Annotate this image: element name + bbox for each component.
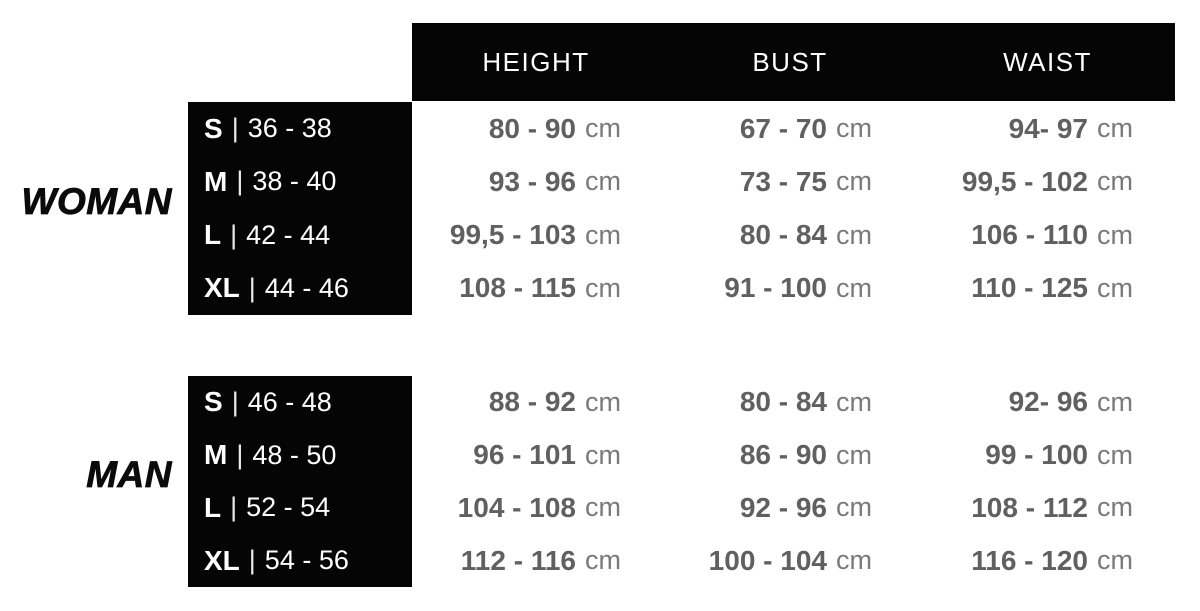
unit-label: cm (1097, 272, 1133, 303)
height-cell (412, 155, 660, 208)
height-value: 93 - 96 (488, 165, 576, 197)
size-eu-range: 38 - 40 (252, 166, 337, 197)
unit-label: cm (836, 272, 872, 303)
bust-value: 80 - 84 (739, 386, 827, 418)
size-cell (188, 209, 412, 262)
unit-label: cm (1097, 386, 1133, 417)
size-eu-range: 42 - 44 (246, 219, 331, 250)
man-section (0, 376, 1200, 587)
size-eu-range: 54 - 56 (264, 545, 349, 576)
unit-label: cm (836, 545, 872, 576)
size-letter: L (204, 219, 222, 251)
unit-label: cm (585, 219, 621, 250)
waist-cell (920, 155, 1175, 208)
height-cell (412, 262, 660, 315)
size-separator: | (248, 272, 256, 303)
waist-value: 99 - 100 (985, 439, 1088, 471)
size-cell (188, 376, 412, 429)
bust-cell (660, 482, 920, 535)
size-separator: | (230, 219, 238, 250)
waist-cell (920, 534, 1175, 587)
size-letter: XL (204, 272, 240, 304)
size-eu-range: 52 - 54 (246, 492, 331, 523)
bust-cell (660, 376, 920, 429)
size-cell (188, 102, 412, 155)
height-value: 80 - 90 (488, 112, 576, 144)
waist-value: 108 - 112 (971, 491, 1088, 523)
size-cell (188, 429, 412, 482)
size-letter: L (204, 491, 222, 523)
size-eu-range: 46 - 48 (247, 386, 332, 417)
height-cell (412, 534, 660, 587)
waist-cell (920, 262, 1175, 315)
size-cell (188, 482, 412, 535)
height-cell (412, 102, 660, 155)
waist-cell (920, 429, 1175, 482)
column-header-height: HEIGHT (482, 46, 590, 77)
unit-label: cm (585, 439, 621, 470)
size-separator: | (231, 386, 239, 417)
gender-label-woman: WOMAN (21, 180, 172, 222)
column-header-bust: BUST (752, 46, 828, 77)
table-header-bar (412, 23, 1175, 101)
unit-label: cm (585, 492, 621, 523)
height-cell (412, 376, 660, 429)
size-separator: | (230, 492, 238, 523)
woman-section (0, 102, 1200, 315)
size-cell (188, 155, 412, 208)
unit-label: cm (836, 166, 872, 197)
woman-size-box (188, 102, 412, 315)
size-eu-range: 36 - 38 (247, 113, 332, 144)
unit-label: cm (836, 113, 872, 144)
size-separator: | (236, 439, 244, 470)
bust-cell (660, 534, 920, 587)
unit-label: cm (1097, 219, 1133, 250)
unit-label: cm (585, 386, 621, 417)
bust-cell (660, 429, 920, 482)
size-letter: S (204, 112, 223, 144)
man-bust-column (660, 376, 920, 587)
bust-value: 91 - 100 (724, 272, 827, 304)
column-header-waist: WAIST (1003, 46, 1092, 77)
bust-cell (660, 262, 920, 315)
height-value: 104 - 108 (457, 491, 576, 523)
bust-value: 92 - 96 (739, 491, 827, 523)
bust-value: 100 - 104 (708, 544, 827, 576)
waist-value: 110 - 125 (971, 272, 1088, 304)
man-height-column (412, 376, 660, 587)
unit-label: cm (836, 386, 872, 417)
unit-label: cm (836, 439, 872, 470)
height-value: 112 - 116 (460, 544, 576, 576)
waist-value: 99,5 - 102 (961, 165, 1088, 197)
height-value: 108 - 115 (459, 272, 576, 304)
unit-label: cm (1097, 113, 1133, 144)
bust-cell (660, 102, 920, 155)
size-eu-range: 44 - 46 (264, 272, 349, 303)
waist-value: 116 - 120 (971, 544, 1088, 576)
size-separator: | (231, 113, 239, 144)
bust-value: 73 - 75 (739, 165, 827, 197)
height-cell (412, 209, 660, 262)
unit-label: cm (585, 113, 621, 144)
size-separator: | (236, 166, 244, 197)
size-separator: | (248, 545, 256, 576)
unit-label: cm (585, 166, 621, 197)
height-cell (412, 482, 660, 535)
bust-cell (660, 209, 920, 262)
gender-label-man: MAN (86, 453, 172, 495)
size-letter: M (204, 439, 228, 471)
size-letter: XL (204, 544, 240, 576)
size-letter: S (204, 386, 223, 418)
bust-cell (660, 155, 920, 208)
waist-cell (920, 209, 1175, 262)
bust-value: 67 - 70 (739, 112, 827, 144)
unit-label: cm (836, 492, 872, 523)
height-value: 99,5 - 103 (449, 219, 576, 251)
waist-cell (920, 102, 1175, 155)
size-cell (188, 262, 412, 315)
waist-value: 92- 96 (1008, 386, 1088, 418)
unit-label: cm (1097, 439, 1133, 470)
waist-cell (920, 376, 1175, 429)
unit-label: cm (1097, 166, 1133, 197)
woman-waist-column (920, 102, 1175, 315)
size-eu-range: 48 - 50 (252, 439, 337, 470)
man-size-box (188, 376, 412, 587)
bust-value: 86 - 90 (739, 439, 827, 471)
height-cell (412, 429, 660, 482)
size-letter: M (204, 165, 228, 197)
waist-value: 94- 97 (1008, 112, 1088, 144)
unit-label: cm (1097, 492, 1133, 523)
waist-value: 106 - 110 (971, 219, 1088, 251)
unit-label: cm (585, 272, 621, 303)
size-cell (188, 534, 412, 587)
man-waist-column (920, 376, 1175, 587)
unit-label: cm (585, 545, 621, 576)
unit-label: cm (1097, 545, 1133, 576)
unit-label: cm (836, 219, 872, 250)
bust-value: 80 - 84 (739, 219, 827, 251)
height-value: 96 - 101 (473, 439, 576, 471)
waist-cell (920, 482, 1175, 535)
woman-height-column (412, 102, 660, 315)
height-value: 88 - 92 (488, 386, 576, 418)
woman-bust-column (660, 102, 920, 315)
